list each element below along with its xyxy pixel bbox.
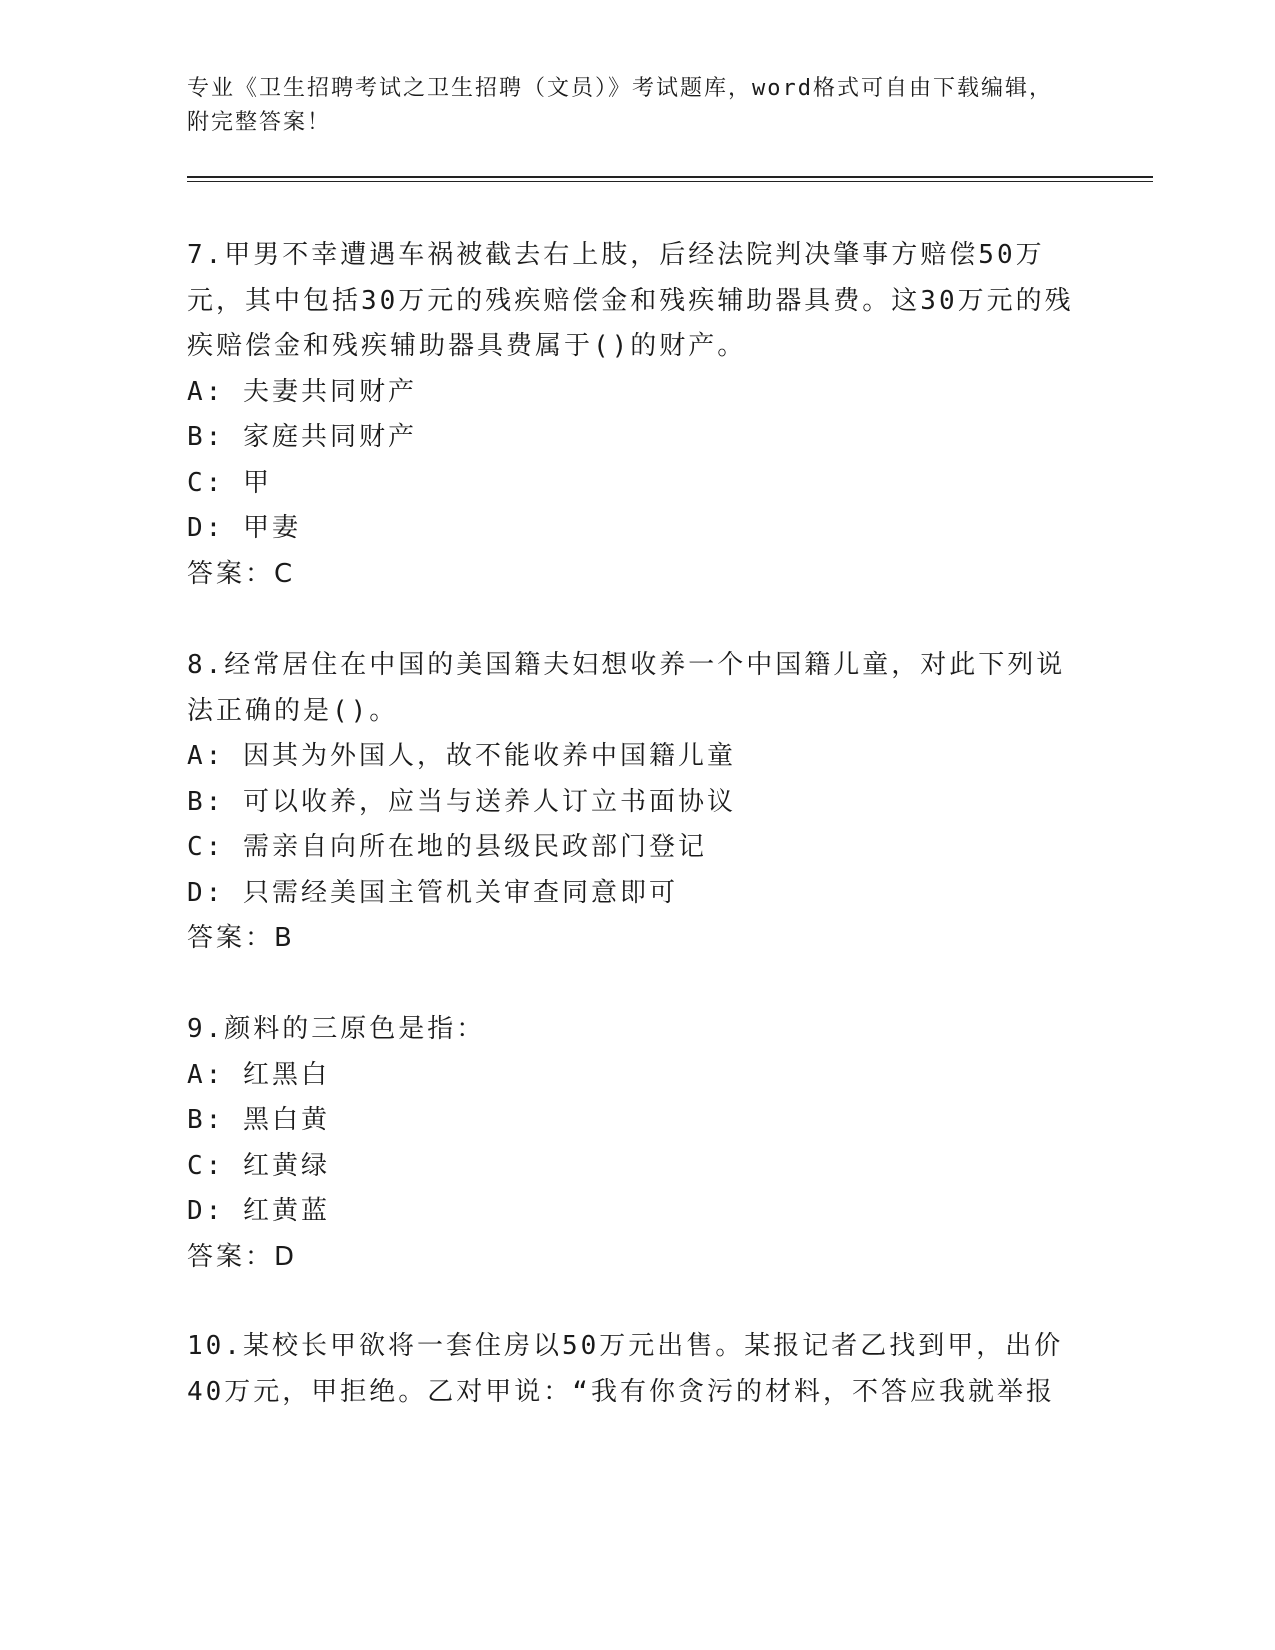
option-c: C: 甲 — [187, 467, 272, 498]
option-d: D: 红黄蓝 — [187, 1196, 330, 1226]
option-d: D: 只需经美国主管机关审查同意即可 — [187, 877, 678, 908]
answer: 答案：C — [187, 558, 296, 589]
question-8 — [187, 643, 1087, 962]
document-header — [187, 72, 1067, 140]
header-divider-thin — [187, 181, 1153, 182]
answer: 答案：B — [187, 923, 295, 953]
header-text: 专业《卫生招聘考试之卫生招聘（文员）》考试题库，word格式可自由下载编辑，附完整答案！ — [187, 76, 1053, 135]
option-a: A: 夫妻共同财产 — [187, 376, 417, 407]
option-c: C: 需亲自向所在地的县级民政部门登记 — [187, 832, 707, 862]
option-d: D: 甲妻 — [187, 513, 301, 543]
option-a: A: 红黑白 — [187, 1059, 330, 1090]
option-b: B: 可以收养，应当与送养人订立书面协议 — [187, 786, 736, 817]
answer: 答案：D — [187, 1241, 298, 1272]
option-c: C: 红黄绿 — [187, 1150, 330, 1181]
option-b: B: 黑白黄 — [187, 1105, 330, 1135]
question-stem: 10.某校长甲欲将一套住房以50万元出售。某报记者乙找到甲，出价40万元，甲拒绝。乙对甲说：“我有你贪污的材料，不答应我就举报 — [187, 1331, 1064, 1407]
question-7 — [187, 233, 1087, 597]
question-stem: 9.颜料的三原色是指： — [187, 1014, 486, 1044]
option-b: B: 家庭共同财产 — [187, 422, 417, 452]
question-10 — [187, 1324, 1087, 1415]
question-9 — [187, 1007, 1087, 1280]
option-a: A: 因其为外国人，故不能收养中国籍儿童 — [187, 741, 736, 771]
header-divider — [187, 176, 1153, 178]
question-stem: 7.甲男不幸遭遇车祸被截去右上肢，后经法院判决肇事方赔偿50万元，其中包括30万元的残疾赔偿金和残疾辅助器具费。这30万元的残疾赔偿金和残疾辅助器具费属于()的财产。 — [187, 240, 1074, 361]
question-stem: 8.经常居住在中国的美国籍夫妇想收养一个中国籍儿童，对此下列说法正确的是()。 — [187, 650, 1066, 726]
